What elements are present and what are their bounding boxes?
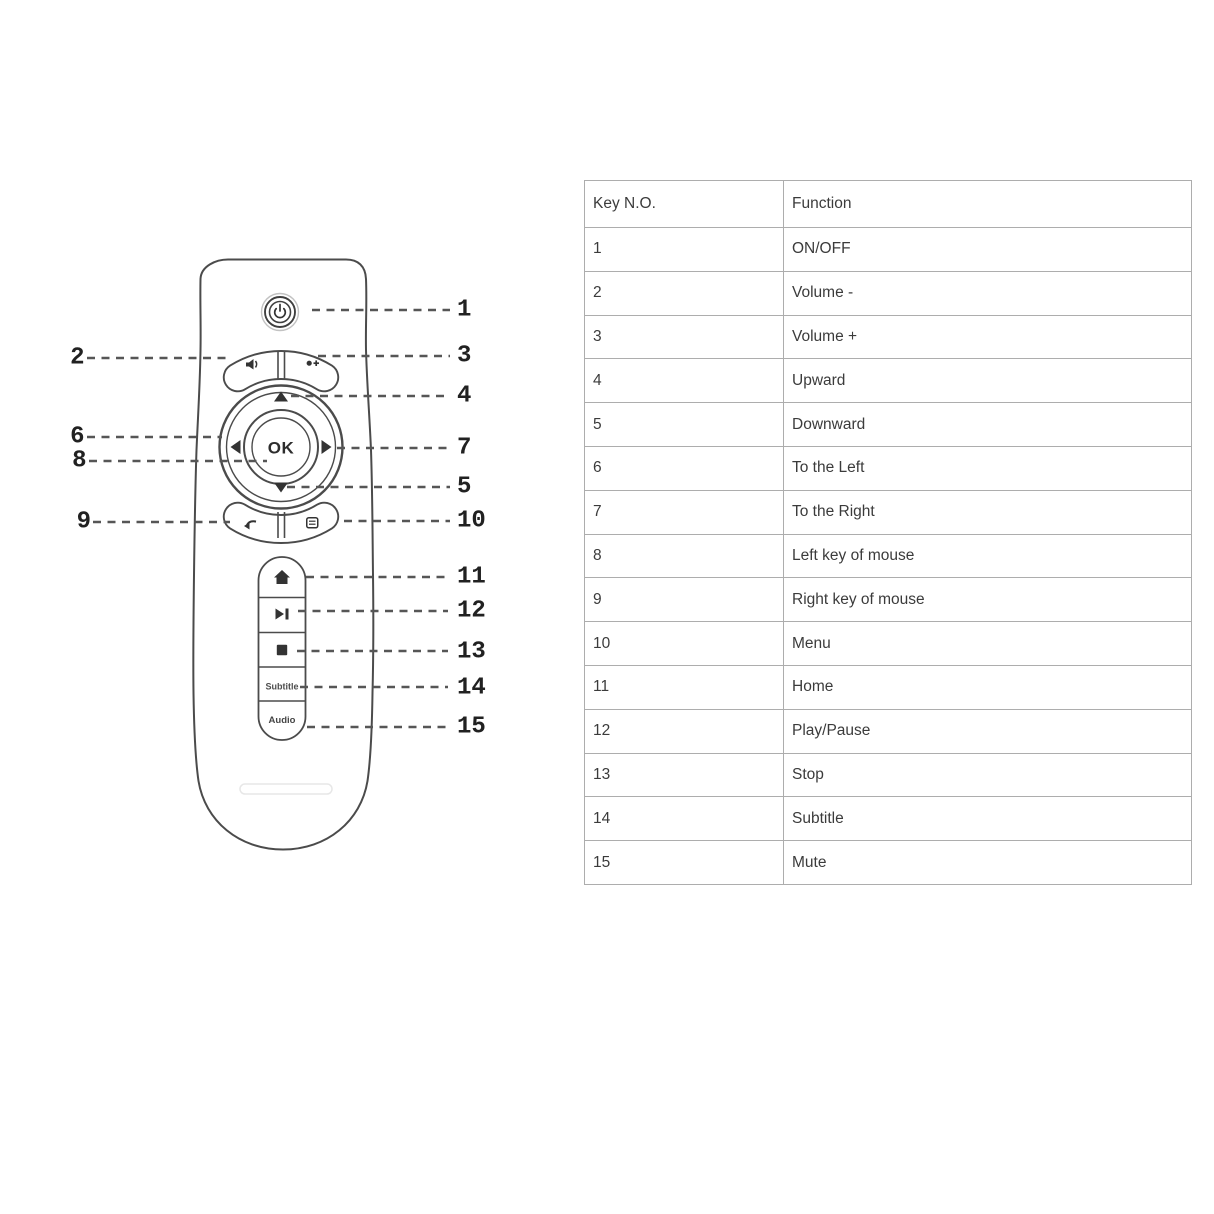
key-cell: 6 [585, 446, 784, 490]
table-row [585, 622, 1192, 666]
table-header-key: Key N.O. [585, 181, 784, 228]
function-cell: Upward [784, 359, 1192, 403]
key-cell: 1 [585, 228, 784, 272]
table-row [585, 841, 1192, 885]
key-cell: 9 [585, 578, 784, 622]
function-cell: Stop [784, 753, 1192, 797]
key-cell: 11 [585, 665, 784, 709]
table-row [585, 490, 1192, 534]
key-cell: 8 [585, 534, 784, 578]
stop-icon [277, 645, 287, 655]
key-cell: 10 [585, 622, 784, 666]
function-cell: Play/Pause [784, 709, 1192, 753]
callout-number-1: 1 [457, 296, 472, 324]
callout-number-5: 5 [457, 473, 472, 501]
table-row [585, 228, 1192, 272]
dpad [220, 386, 343, 509]
remote-body [193, 260, 373, 850]
callout-number-4: 4 [457, 382, 472, 410]
stop-button [277, 645, 287, 655]
table-row [585, 315, 1192, 359]
callout-number-7: 7 [457, 434, 472, 462]
function-cell: Volume - [784, 271, 1192, 315]
ok-label: OK [267, 438, 295, 458]
table-row [585, 797, 1192, 841]
callout-number-11: 11 [457, 563, 486, 591]
function-cell: Volume + [784, 315, 1192, 359]
callout-number-3: 3 [457, 342, 472, 370]
callout-number-9: 9 [76, 508, 91, 536]
key-cell: 14 [585, 797, 784, 841]
table-row [585, 403, 1192, 447]
function-table-body [585, 228, 1192, 885]
key-cell: 5 [585, 403, 784, 447]
table-row [585, 753, 1192, 797]
bottom-button-column [259, 557, 306, 740]
table-row [585, 446, 1192, 490]
key-cell: 4 [585, 359, 784, 403]
key-cell: 15 [585, 841, 784, 885]
function-cell: Home [784, 665, 1192, 709]
callout-number-14: 14 [457, 674, 486, 702]
callout-number-8: 8 [72, 447, 87, 475]
callout-number-12: 12 [457, 597, 486, 625]
function-cell: Downward [784, 403, 1192, 447]
function-cell: Menu [784, 622, 1192, 666]
function-cell: Subtitle [784, 797, 1192, 841]
key-cell: 3 [585, 315, 784, 359]
remote-diagram-svg [0, 0, 560, 910]
function-cell: ON/OFF [784, 228, 1192, 272]
callout-number-6: 6 [70, 423, 85, 451]
key-cell: 12 [585, 709, 784, 753]
callout-number-2: 2 [70, 344, 85, 372]
table-row [585, 709, 1192, 753]
table-row [585, 534, 1192, 578]
table-row [585, 359, 1192, 403]
subtitle-button-label: Subtitle [265, 681, 299, 692]
function-cell: To the Right [784, 490, 1192, 534]
callout-number-15: 15 [457, 713, 486, 741]
callout-number-13: 13 [457, 638, 486, 666]
function-table [584, 180, 1192, 885]
function-cell: Left key of mouse [784, 534, 1192, 578]
table-row [585, 271, 1192, 315]
table-header-row [585, 181, 1192, 228]
key-cell: 2 [585, 271, 784, 315]
table-row [585, 578, 1192, 622]
table-row [585, 665, 1192, 709]
function-cell: Mute [784, 841, 1192, 885]
function-cell: To the Left [784, 446, 1192, 490]
key-cell: 13 [585, 753, 784, 797]
callout-number-10: 10 [457, 507, 486, 535]
audio-button-label: Audio [268, 715, 296, 726]
table-header-function: Function [784, 181, 1192, 228]
function-cell: Right key of mouse [784, 578, 1192, 622]
key-cell: 7 [585, 490, 784, 534]
